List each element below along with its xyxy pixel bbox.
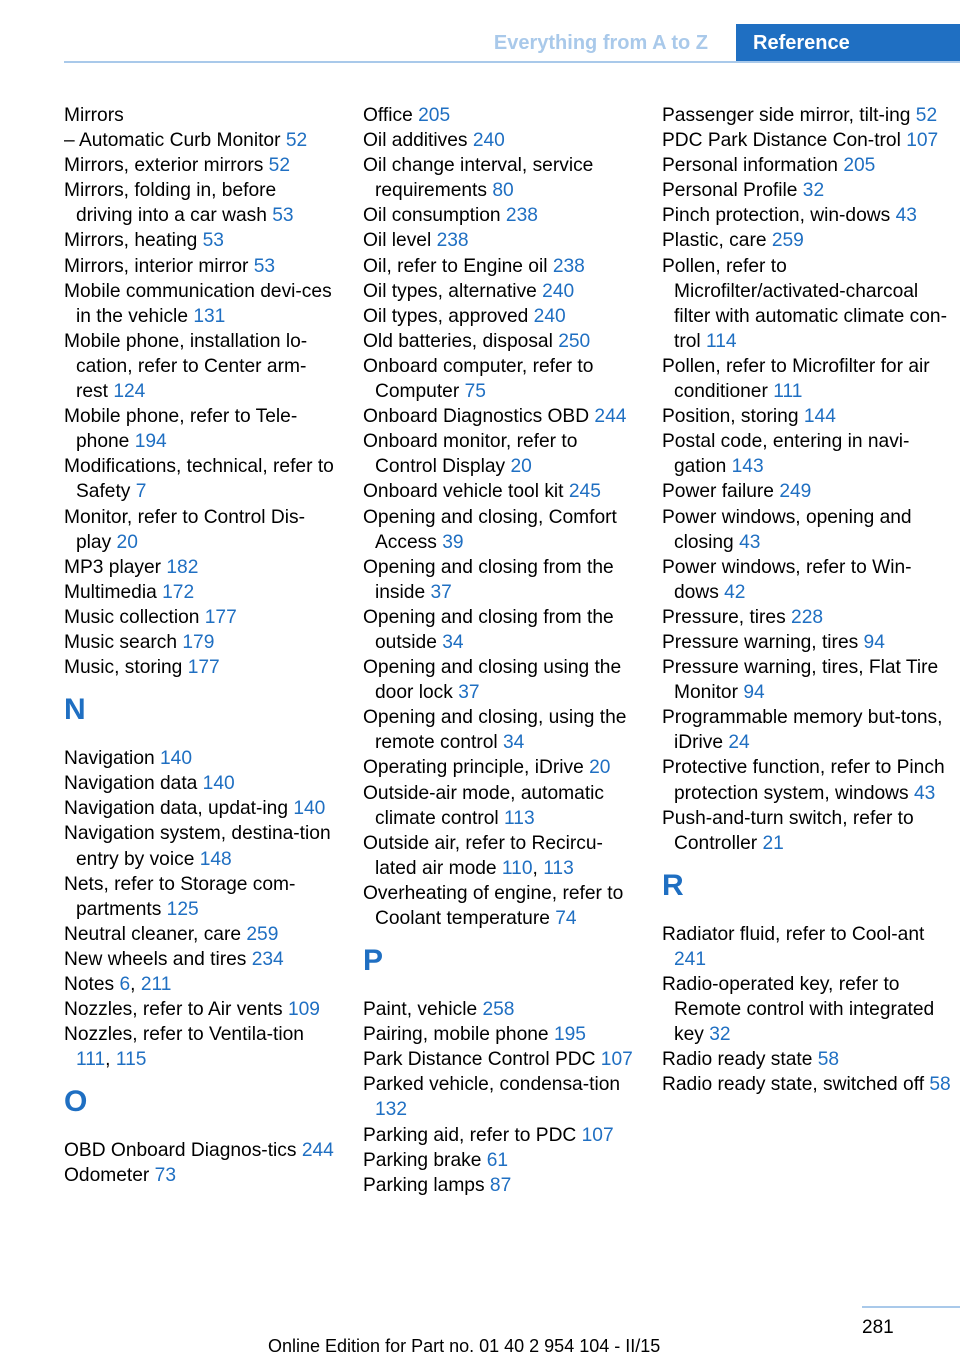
page-link[interactable]: 195	[553, 1024, 586, 1046]
entry-term: Monitor, refer to Control Dis‐play	[64, 506, 305, 553]
index-entry	[662, 630, 952, 655]
entry-term: Mirrors, exterior mirrors	[64, 155, 269, 177]
page-link[interactable]: 52	[915, 105, 938, 126]
index-entry	[64, 228, 334, 253]
entry-term: MP3 player	[64, 556, 167, 578]
page-link[interactable]: 238	[552, 255, 585, 277]
index-entry	[662, 429, 952, 479]
entry-term: Oil change interval, service requirements	[363, 155, 594, 202]
entry-term: Odometer	[64, 1165, 155, 1187]
index-entry	[662, 228, 952, 253]
page-link[interactable]: 143	[731, 456, 764, 478]
index-column-2	[363, 103, 638, 1198]
index-entry	[363, 404, 638, 429]
page-link[interactable]: 53	[253, 255, 276, 277]
index-entry	[363, 1173, 638, 1198]
entry-term: – Automatic Curb Monitor	[64, 130, 286, 152]
entry-term: Radiator fluid, refer to Cool‐ant	[662, 923, 925, 945]
entry-term: Oil, refer to Engine oil	[363, 255, 553, 277]
index-entry	[363, 128, 638, 153]
page-link[interactable]: 114	[706, 330, 737, 352]
entry-term: Passenger side mirror, tilt‐ing	[662, 105, 916, 126]
page-link[interactable]: 234	[251, 948, 284, 970]
entry-term: Pressure, tires	[662, 606, 792, 628]
page-link[interactable]: 177	[187, 657, 220, 679]
index-entry	[662, 203, 952, 228]
header-rule	[64, 61, 960, 63]
entry-term: Oil types, approved	[363, 305, 534, 327]
index-entry	[363, 479, 638, 504]
index-entry	[363, 655, 638, 705]
page-link[interactable]: 43	[739, 531, 761, 553]
entry-term: Operating principle, iDrive	[363, 757, 590, 779]
page-link[interactable]: 87	[489, 1174, 512, 1196]
entry-term: Power windows, refer to Win‐dows	[662, 556, 912, 603]
page-link[interactable]: 240	[533, 305, 566, 327]
entry-term: Music search	[64, 631, 183, 653]
entry-term: Office	[363, 105, 419, 126]
page-link[interactable]: 52	[285, 130, 308, 152]
entry-term: Opening and closing from the inside	[363, 556, 614, 603]
index-entry	[64, 153, 334, 178]
page-link[interactable]: 259	[246, 923, 279, 945]
entry-term: Mobile phone, installation lo‐cation, refer to Center arm‐rest	[64, 330, 308, 403]
page-link[interactable]: 244	[594, 406, 627, 428]
entry-term: Park Distance Control PDC	[363, 1049, 601, 1071]
page-link[interactable]: 74	[555, 908, 577, 929]
section-letter: R	[662, 868, 684, 902]
page-link[interactable]: 241	[674, 948, 707, 970]
index-entry	[662, 479, 952, 504]
index-entry	[363, 555, 638, 605]
index-entry	[662, 505, 952, 555]
page-link[interactable]: 125	[166, 898, 199, 920]
index-entry	[363, 1148, 638, 1173]
entry-term: Nozzles, refer to Ventila‐tion	[64, 1024, 304, 1046]
entry-term: Parking lamps	[363, 1174, 490, 1196]
index-entry	[64, 254, 334, 279]
index-entry	[64, 771, 334, 796]
footer-rule	[862, 1306, 960, 1308]
entry-term: Navigation data	[64, 773, 203, 795]
index-entry	[363, 705, 638, 755]
page-link[interactable]: 144	[803, 406, 836, 428]
index-entry	[363, 755, 638, 780]
page-link[interactable]: 124	[113, 381, 146, 403]
index-entry	[662, 1072, 952, 1097]
entry-term: Navigation data, updat‐ing	[64, 798, 294, 820]
index-entry: Outside air, refer to Recircu‐lated air mode 110, 113	[363, 832, 603, 879]
index-entry	[662, 153, 952, 178]
page-link[interactable]: 245	[568, 481, 601, 503]
entry-term: Personal Profile	[662, 180, 803, 202]
entry-term: Paint, vehicle	[363, 999, 483, 1021]
page-link[interactable]: 21	[762, 832, 784, 854]
entry-term: Oil additives	[363, 130, 473, 152]
page-link[interactable]: 39	[442, 531, 464, 553]
entry-term: Radio-operated key, refer to Remote control with integrated key	[662, 974, 935, 1046]
entry-term: Radio ready state	[662, 1049, 818, 1071]
entry-term: Outside air, refer to Recircu‐lated air mode	[363, 832, 603, 879]
section-letter: O	[64, 1085, 88, 1119]
edition-note: Online Edition for Part no. 01 40 2 954 104 - II/15	[268, 1336, 661, 1356]
page-link[interactable]: 32	[709, 1024, 731, 1046]
page-link[interactable]: 113	[504, 807, 535, 829]
index-entry	[64, 555, 334, 580]
index-entry	[363, 881, 638, 931]
page-link[interactable]: 140	[293, 798, 326, 820]
index-entry	[662, 922, 952, 972]
page-link[interactable]: 75	[464, 381, 486, 403]
page-link[interactable]: 61	[486, 1149, 509, 1171]
index-entry	[662, 555, 952, 605]
index-entry	[363, 605, 638, 655]
page-link[interactable]: 43	[895, 205, 917, 227]
page-link[interactable]: 20	[589, 757, 611, 779]
entry-term: Oil consumption	[363, 205, 506, 227]
entry-term: Oil level	[363, 230, 437, 252]
index-entry	[64, 630, 334, 655]
entry-term: Protective function, refer to Pinch protection system, windows	[662, 757, 945, 804]
entry-term: Opening and closing using the door lock	[363, 657, 622, 704]
entry-term: Pinch protection, win‐dows	[662, 205, 896, 227]
index-entry	[662, 605, 952, 630]
entry-term: Parking brake	[363, 1149, 487, 1171]
page-link[interactable]: 24	[728, 732, 750, 754]
index-entry	[64, 580, 334, 605]
entry-term: Nets, refer to Storage com‐partments	[64, 873, 296, 920]
entry-term: Programmable memory but‐tons, iDrive	[662, 707, 943, 754]
entry-term: Opening and closing, using the remote control	[363, 707, 627, 754]
entry-term: Opening and closing from the outside	[363, 606, 614, 653]
page-link[interactable]: 111	[76, 1049, 106, 1071]
index-entry	[64, 796, 334, 821]
page-number: 281	[862, 1317, 894, 1338]
index-entry	[662, 806, 952, 856]
entry-term: Radio ready state, switched off	[662, 1074, 930, 1096]
index-entry	[363, 1072, 638, 1122]
index-entry	[64, 947, 334, 972]
page-link[interactable]: 7	[135, 481, 147, 503]
page-link[interactable]: 53	[272, 205, 294, 227]
index-entry	[662, 755, 952, 805]
entry-term: Pressure warning, tires	[662, 631, 864, 653]
index-entry	[363, 254, 638, 279]
entry-term: Modifications, technical, refer to Safety	[64, 456, 334, 503]
entry-term: Pairing, mobile phone	[363, 1024, 554, 1046]
section-letter: N	[64, 693, 86, 727]
index-entry	[64, 454, 334, 504]
page-link[interactable]: 194	[134, 431, 167, 453]
page-link[interactable]: 53	[202, 230, 224, 252]
index-entry	[662, 972, 952, 1047]
page-link[interactable]: 32	[802, 180, 825, 202]
entry-term: Postal code, entering in navi‐gation	[662, 431, 910, 478]
page-link[interactable]: 148	[199, 848, 232, 870]
entry-term: Power windows, opening and closing	[662, 506, 912, 553]
entry-term: Music collection	[64, 606, 205, 628]
index-entry	[662, 655, 952, 705]
page-link[interactable]: 182	[166, 556, 199, 578]
index-entry	[64, 872, 334, 922]
index-entry	[363, 203, 638, 228]
index-entry	[363, 279, 638, 304]
entry-term: Pollen, refer to Microfilter for air conditioner	[662, 355, 930, 403]
index-entry	[64, 505, 334, 555]
page-link[interactable]: 240	[472, 130, 505, 152]
page-link[interactable]: 113	[543, 857, 574, 879]
entry-term: Position, storing	[662, 406, 804, 428]
index-entry	[363, 505, 638, 555]
page-link[interactable]: 244	[301, 1140, 334, 1162]
index-entry	[363, 781, 638, 831]
index-entry	[64, 655, 334, 680]
entry-term: PDC Park Distance Con‐trol	[662, 130, 907, 152]
page-link[interactable]: 132	[375, 1099, 408, 1121]
entry-term: Mirrors	[64, 105, 124, 126]
page-link[interactable]: 258	[482, 999, 515, 1021]
page-link[interactable]: 249	[779, 481, 812, 503]
page-link[interactable]: 107	[581, 1124, 614, 1146]
page-link[interactable]: 6	[119, 974, 131, 995]
entry-term: Mirrors, heating	[64, 230, 203, 252]
page-link[interactable]: 80	[492, 180, 514, 202]
entry-term: Push-and-turn switch, refer to Controller	[662, 807, 914, 854]
entry-term: Neutral cleaner, care	[64, 923, 247, 945]
index-entry	[64, 404, 334, 454]
entry-term: Plastic, care	[662, 230, 772, 252]
page-link[interactable]: 115	[115, 1049, 147, 1071]
index-entry	[662, 1047, 952, 1072]
page-header	[0, 0, 960, 64]
entry-term: Pressure warning, tires, Flat Tire Monitor	[662, 657, 939, 704]
entry-term: Mirrors, interior mirror	[64, 255, 254, 277]
entry-term: Onboard computer, refer to Computer	[363, 355, 594, 403]
index-column-1	[64, 103, 334, 1189]
page-link[interactable]: 205	[418, 105, 451, 126]
page-link[interactable]: 73	[154, 1165, 176, 1187]
index-entry	[363, 329, 638, 354]
index-entry	[64, 1163, 334, 1188]
index-entry	[64, 103, 334, 128]
page-link[interactable]: 172	[162, 581, 195, 603]
page-link[interactable]: 179	[182, 631, 215, 653]
page-link[interactable]: 20	[116, 531, 138, 553]
index-entry	[662, 103, 952, 128]
page-link[interactable]: 94	[863, 631, 885, 653]
index-entry	[64, 821, 334, 871]
page-link[interactable]: 20	[510, 456, 532, 478]
index-entry	[64, 746, 334, 771]
index-entry	[363, 429, 638, 479]
page-link[interactable]: 240	[542, 280, 575, 302]
entry-term: Pollen, refer to Microfilter/activated-charcoal filter with automatic climate con‐trol	[662, 255, 947, 352]
page-link[interactable]: 37	[430, 581, 452, 603]
page-link[interactable]: 250	[558, 330, 591, 352]
entry-term: Power failure	[662, 481, 780, 503]
page-link[interactable]: 110	[501, 857, 533, 879]
page-link[interactable]: 37	[458, 682, 480, 704]
page-link[interactable]: 228	[791, 606, 824, 628]
index-entry	[363, 1022, 638, 1047]
page-link[interactable]: 238	[436, 230, 469, 252]
page-link[interactable]: 238	[505, 205, 538, 227]
index-entry	[64, 997, 334, 1022]
index-entry	[363, 153, 638, 203]
index-entry: Notes 6, 211	[64, 974, 172, 995]
entry-term: Opening and closing, Comfort Access	[363, 506, 617, 553]
page-link[interactable]: 58	[929, 1074, 951, 1096]
page-link[interactable]: 94	[743, 682, 765, 704]
index-entry	[64, 279, 334, 329]
entry-term: Onboard vehicle tool kit	[363, 481, 569, 503]
index-entry	[662, 404, 952, 429]
index-entry	[64, 178, 334, 228]
page-link[interactable]: 177	[204, 606, 237, 628]
index-entry	[662, 128, 952, 153]
index-entry	[363, 304, 638, 329]
page-link[interactable]: 131	[193, 305, 226, 327]
index-entry: Nozzles, refer to Ventila‐tion 111, 115	[64, 1024, 304, 1071]
index-entry	[64, 128, 334, 153]
index-entry	[363, 103, 638, 128]
index-entry	[662, 705, 952, 755]
index-entry	[363, 1123, 638, 1148]
page-link[interactable]: 140	[202, 773, 235, 795]
index-entry	[363, 228, 638, 253]
entry-term: Nozzles, refer to Air vents	[64, 999, 288, 1021]
entry-term: Navigation	[64, 748, 160, 770]
page-link[interactable]: 109	[287, 999, 320, 1021]
entry-term: Mobile phone, refer to Tele‐phone	[64, 406, 298, 453]
entry-term: Personal information	[662, 155, 844, 177]
index-column-3	[662, 103, 952, 1097]
index-entry	[363, 997, 638, 1022]
index-entry	[662, 178, 952, 203]
entry-term: Oil types, alternative	[363, 280, 543, 302]
page-link[interactable]: 42	[724, 581, 746, 603]
entry-term: Overheating of engine, refer to Coolant temperature	[363, 882, 624, 929]
entry-term: Navigation system, destina‐tion entry by voice	[64, 823, 331, 870]
index-entry	[662, 254, 952, 354]
entry-term: Notes	[64, 974, 120, 995]
entry-term: Onboard monitor, refer to Control Display	[363, 431, 578, 478]
page-link[interactable]: 34	[442, 631, 464, 653]
entry-term: OBD Onboard Diagnos‐tics	[64, 1140, 302, 1162]
entry-term: Multimedia	[64, 581, 163, 603]
entry-term: Onboard Diagnostics OBD	[363, 406, 595, 428]
index-entry	[64, 922, 334, 947]
page-link[interactable]: 107	[600, 1049, 633, 1071]
reference-tab: Reference	[736, 24, 960, 63]
page-link[interactable]: 43	[913, 782, 936, 804]
entry-term: Mobile communication devi‐ces in the vehicle	[64, 280, 332, 327]
index-entry	[363, 354, 638, 404]
page-link[interactable]: 111	[773, 381, 803, 403]
section-title: Everything from A to Z	[493, 32, 708, 54]
page-link[interactable]: 58	[817, 1049, 840, 1071]
entry-term: Old batteries, disposal	[363, 330, 559, 352]
index-entry	[64, 605, 334, 630]
entry-term: Mirrors, folding in, before driving into a car wash	[64, 180, 277, 227]
page-link[interactable]: 107	[906, 130, 939, 152]
page-link[interactable]: 140	[160, 748, 193, 770]
index-entry	[64, 1138, 334, 1163]
entry-term: Music, storing	[64, 657, 188, 679]
index-entry	[662, 354, 952, 404]
section-letter: P	[363, 944, 384, 978]
entry-term: Parked vehicle, condensa‐tion	[363, 1074, 621, 1096]
page-link[interactable]: 259	[771, 230, 804, 252]
page-link[interactable]: 205	[843, 155, 876, 177]
index-entry	[363, 1047, 638, 1072]
entry-term: New wheels and tires	[64, 948, 252, 970]
page-link[interactable]: 211	[140, 974, 172, 995]
page-link[interactable]: 34	[502, 732, 525, 754]
entry-term: Outside-air mode, automatic climate control	[363, 782, 605, 829]
page-link[interactable]: 52	[268, 155, 291, 177]
index-entry	[64, 329, 334, 404]
entry-term: Parking aid, refer to PDC	[363, 1124, 582, 1146]
